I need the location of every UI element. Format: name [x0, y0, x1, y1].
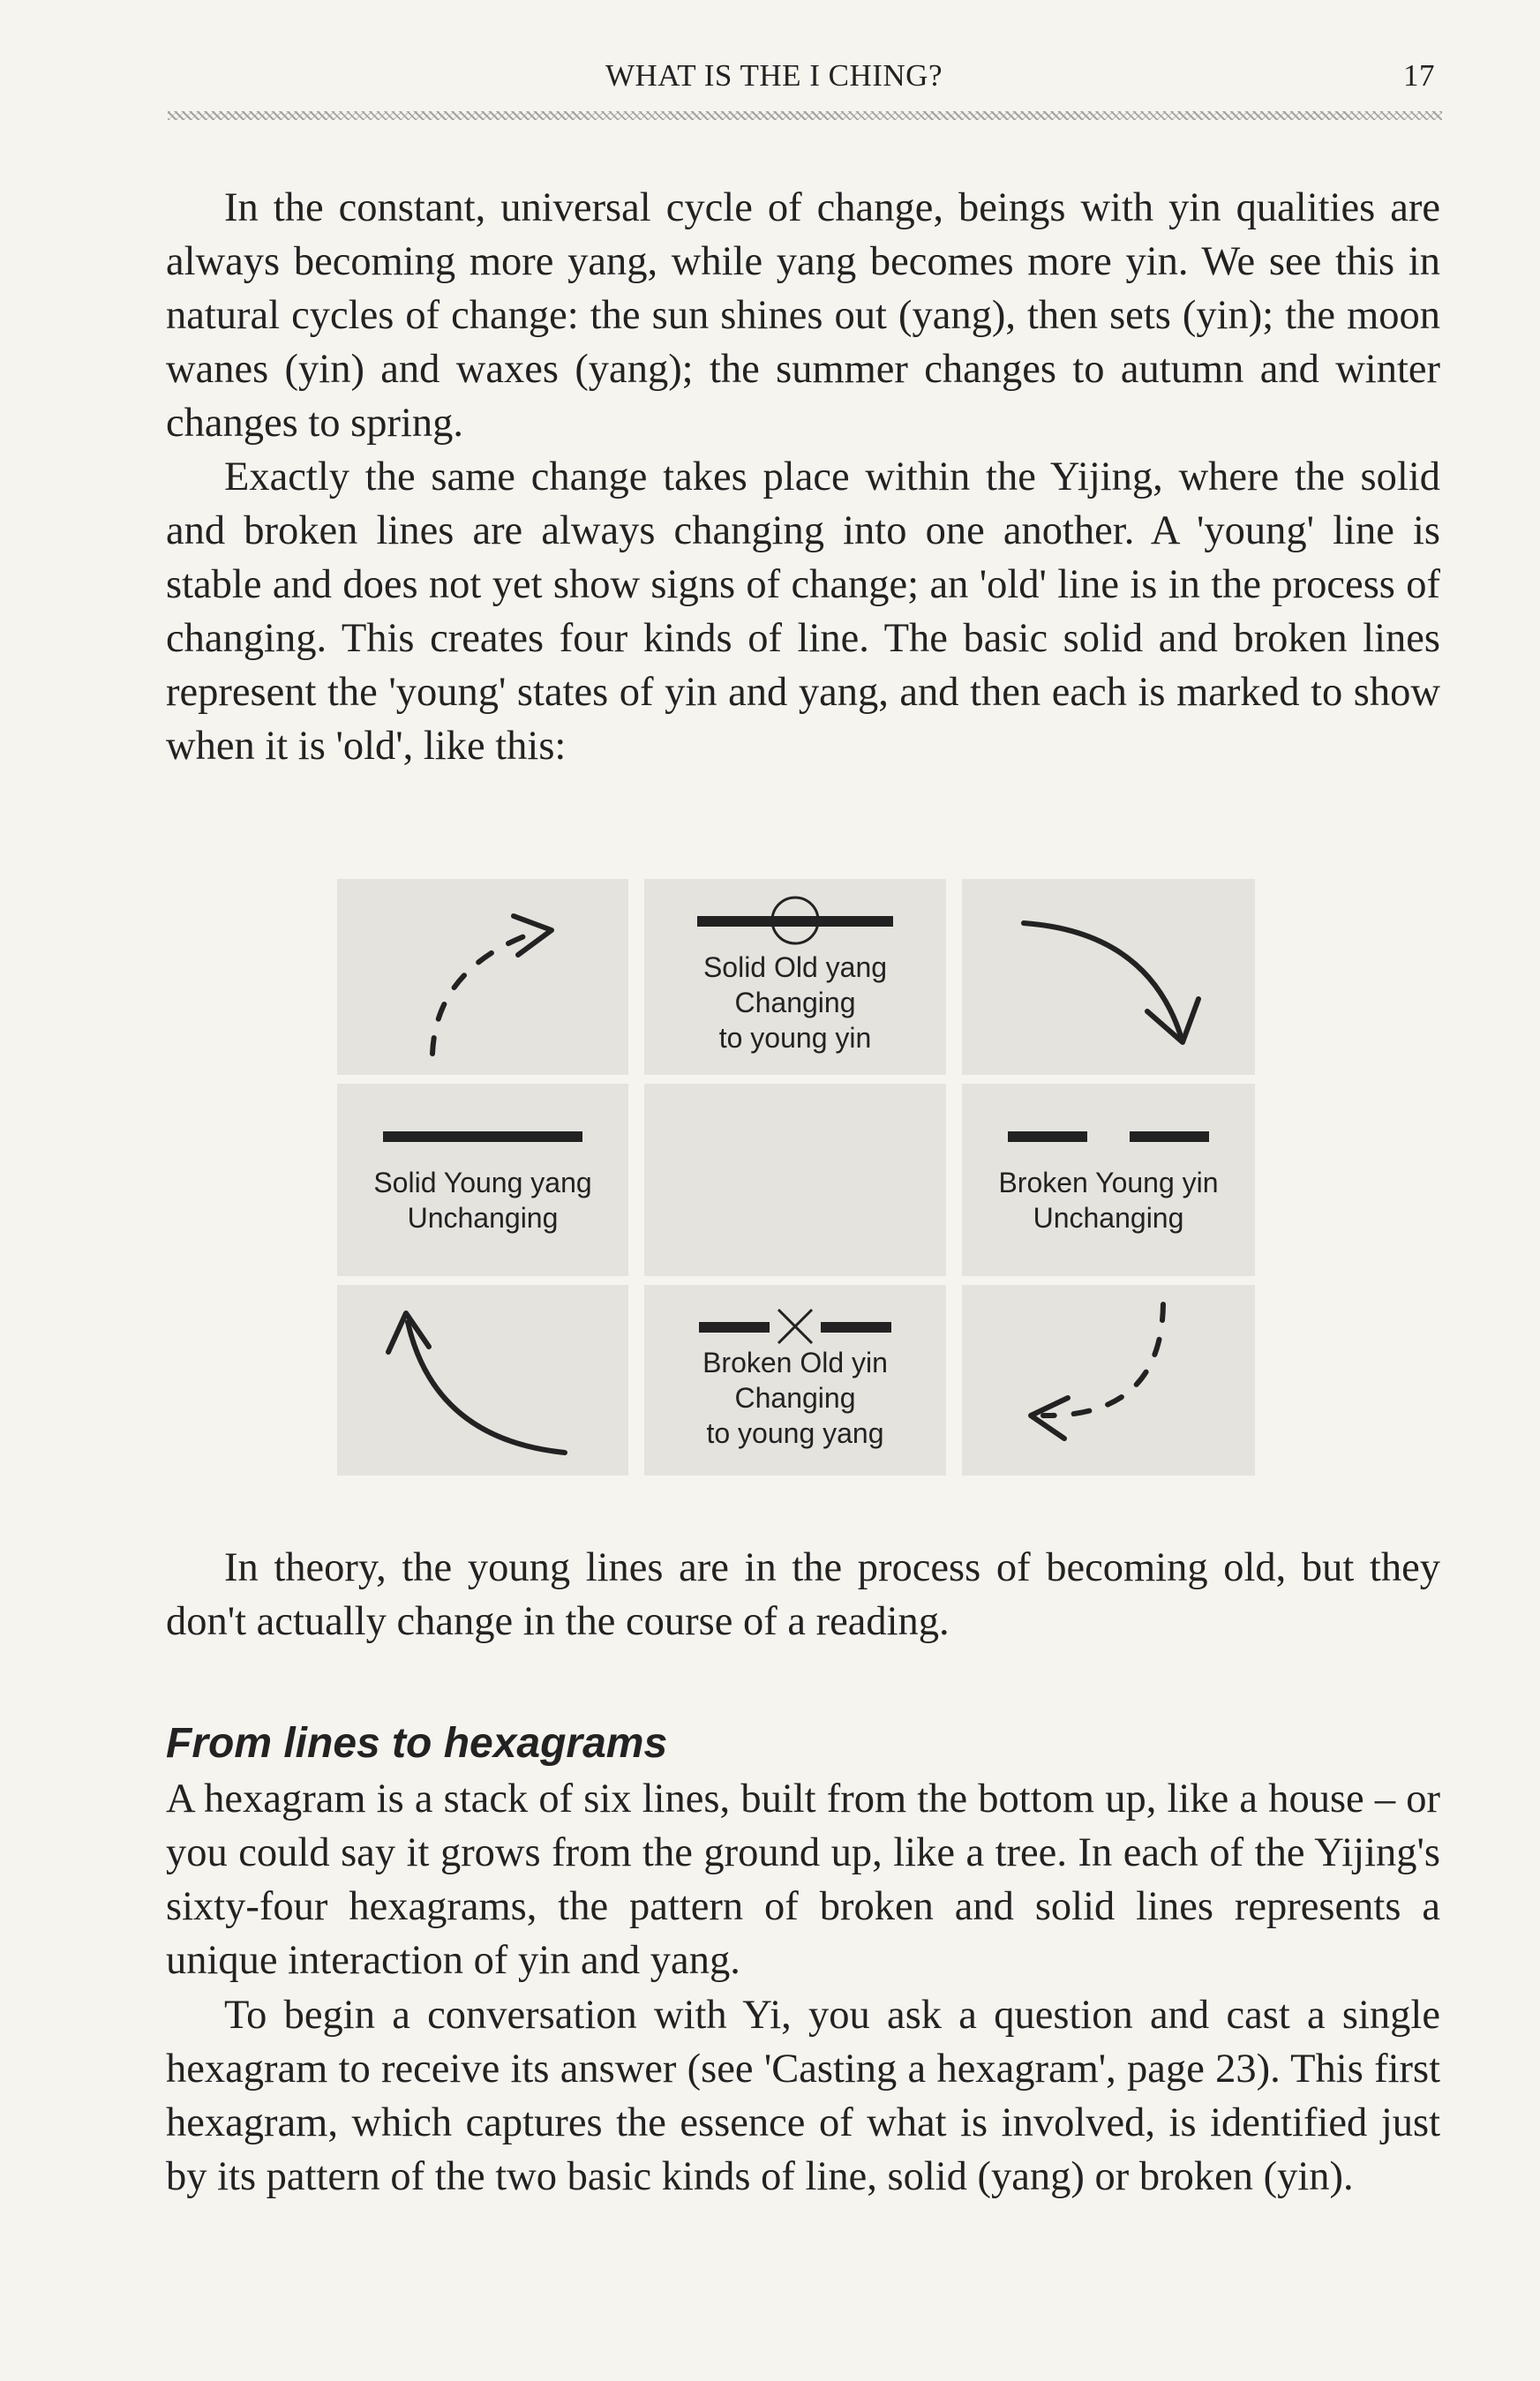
- paragraph-1: In the constant, universal cycle of change, beings with yin qualities are always becoming more yang, while yang becomes more yin. We see this in natural cycles of change: the sun shines out (yang), then sets (yin); the moon wanes (yin) and waxes (yang); the summer changes to autumn and winter changes to spring.: [166, 185, 1440, 446]
- old-yang-label-3: to young yin: [718, 1022, 872, 1054]
- dashed-arrow-icon: [962, 1285, 1255, 1476]
- arrow-cell-top-left: [337, 879, 628, 1075]
- old-yang-label-1: Solid Old yang: [702, 951, 888, 983]
- arrow-cell-bottom-left: [337, 1285, 628, 1476]
- young-yang-label-1: Solid Young yang: [373, 1167, 592, 1198]
- page-number: 17: [1403, 58, 1435, 93]
- paragraph-5: To begin a conversation with Yi, you ask a question and cast a single hexagram to receive its answer (see 'Casting a hexagram', page 23). This first hexagram, which captures the essence of what is involved, is identified just by its pattern of the two basic kinds of line, solid (yang) or broken (yin).: [166, 1993, 1440, 2199]
- young-yin-label-2: Unchanging: [1033, 1202, 1184, 1234]
- old-yin-label-2: Changing: [734, 1382, 856, 1414]
- young-yin-label-1: Broken Young yin: [998, 1167, 1219, 1198]
- broken-line-cross-icon: [644, 1285, 946, 1347]
- empty-center-cell: [644, 1084, 946, 1276]
- old-yang-cell: [644, 879, 946, 1075]
- dashed-arrow-icon: [337, 879, 628, 1075]
- young-yang-cell: [337, 1084, 628, 1276]
- paragraph-3: In theory, the young lines are in the process of becoming old, but they don't actually change in the course of a reading.: [166, 1545, 1440, 1644]
- young-yin-cell: [962, 1084, 1255, 1276]
- header-rule: [168, 111, 1442, 120]
- section-heading: From lines to hexagrams: [166, 1720, 668, 1767]
- curved-arrow-icon: [337, 1285, 628, 1476]
- old-yang-label-2: Changing: [734, 987, 856, 1018]
- young-yang-label-2: Unchanging: [407, 1202, 559, 1234]
- paragraph-4: A hexagram is a stack of six lines, built from the bottom up, like a house – or you could say it grows from the ground up, like a tree. In each of the Yijing's sixty-four hexagrams, the pattern of broken and solid lines represents a unique interaction of yin and yang.: [166, 1776, 1440, 1983]
- old-yin-cell: [644, 1285, 946, 1476]
- line-types-diagram: [337, 879, 1255, 1476]
- old-yin-label-1: Broken Old yin: [702, 1347, 888, 1378]
- old-yin-label-3: to young yang: [706, 1417, 884, 1449]
- paragraph-2: Exactly the same change takes place within the Yijing, where the solid and broken lines are always changing into one another. A 'young' line is stable and does not yet show signs of change; an 'old' line is in the process of changing. This creates four kinds of line. The basic solid and broken lines represent the 'young' states of yin and yang, and then each is marked to show when it is 'old', like this:: [166, 454, 1440, 769]
- curved-arrow-icon: [962, 879, 1255, 1075]
- solid-line-icon: [337, 1084, 628, 1145]
- arrow-cell-bottom-right: [962, 1285, 1255, 1476]
- solid-line-circle-icon: [644, 879, 946, 950]
- chapter-title: WHAT IS THE I CHING?: [605, 58, 943, 93]
- broken-line-icon: [962, 1084, 1255, 1145]
- running-head: [0, 58, 1540, 102]
- arrow-cell-top-right: [962, 879, 1255, 1075]
